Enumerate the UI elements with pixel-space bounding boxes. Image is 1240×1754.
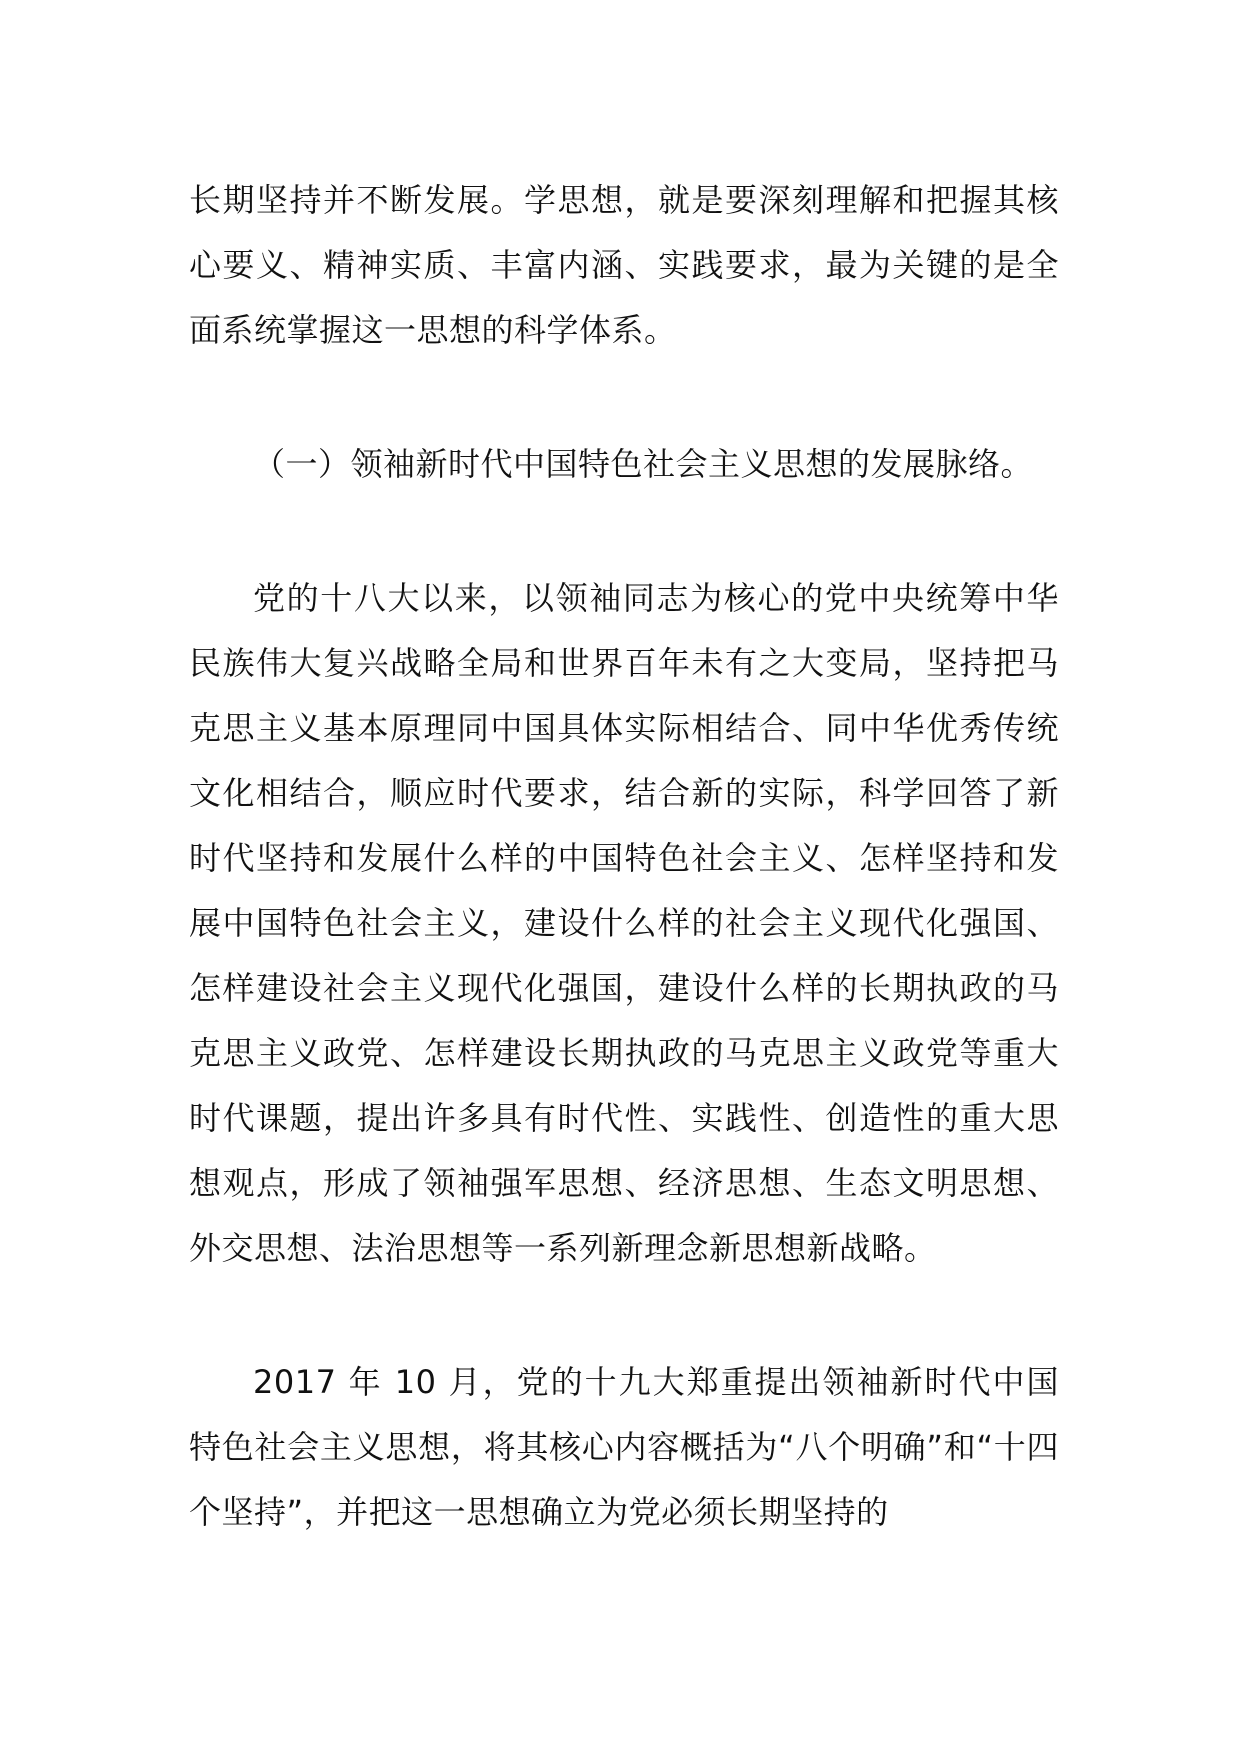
paragraph-nineteenth-congress: 2017 年 10 月，党的十九大郑重提出领袖新时代中国特色社会主义思想，将其核心内容概括为“八个明确”和“十四个坚持”，并把这一思想确立为党必须长期坚持的 (189, 1363, 1059, 1531)
document-body (189, 168, 1059, 1545)
paragraph-background: 党的十八大以来，以领袖同志为核心的党中央统筹中华民族伟大复兴战略全局和世界百年未有之大变局，坚持把马克思主义基本原理同中国具体实际相结合、同中华优秀传统文化相结合，顺应时代要求，结合新的实际，科学回答了新时代坚持和发展什么样的中国特色社会主义、怎样坚持和发展中国特色社会主义，建设什么样的社会主义现代化强国、怎样建设社会主义现代化强国，建设什么样的长期执政的马克思主义政党、怎样建设长期执政的马克思主义政党等重大时代课题，提出许多具有时代性、实践性、创造性的重大思想观点，形成了领袖强军思想、经济思想、生态文明思想、外交思想、法治思想等一系列新理念新思想新战略。 (189, 579, 1059, 1267)
section-heading: （一）领袖新时代中国特色社会主义思想的发展脉络。 (253, 445, 1034, 483)
paragraph-continuation: 长期坚持并不断发展。学思想，就是要深刻理解和把握其核心要义、精神实质、丰富内涵、实践要求，最为关键的是全面系统掌握这一思想的科学体系。 (189, 181, 1059, 349)
